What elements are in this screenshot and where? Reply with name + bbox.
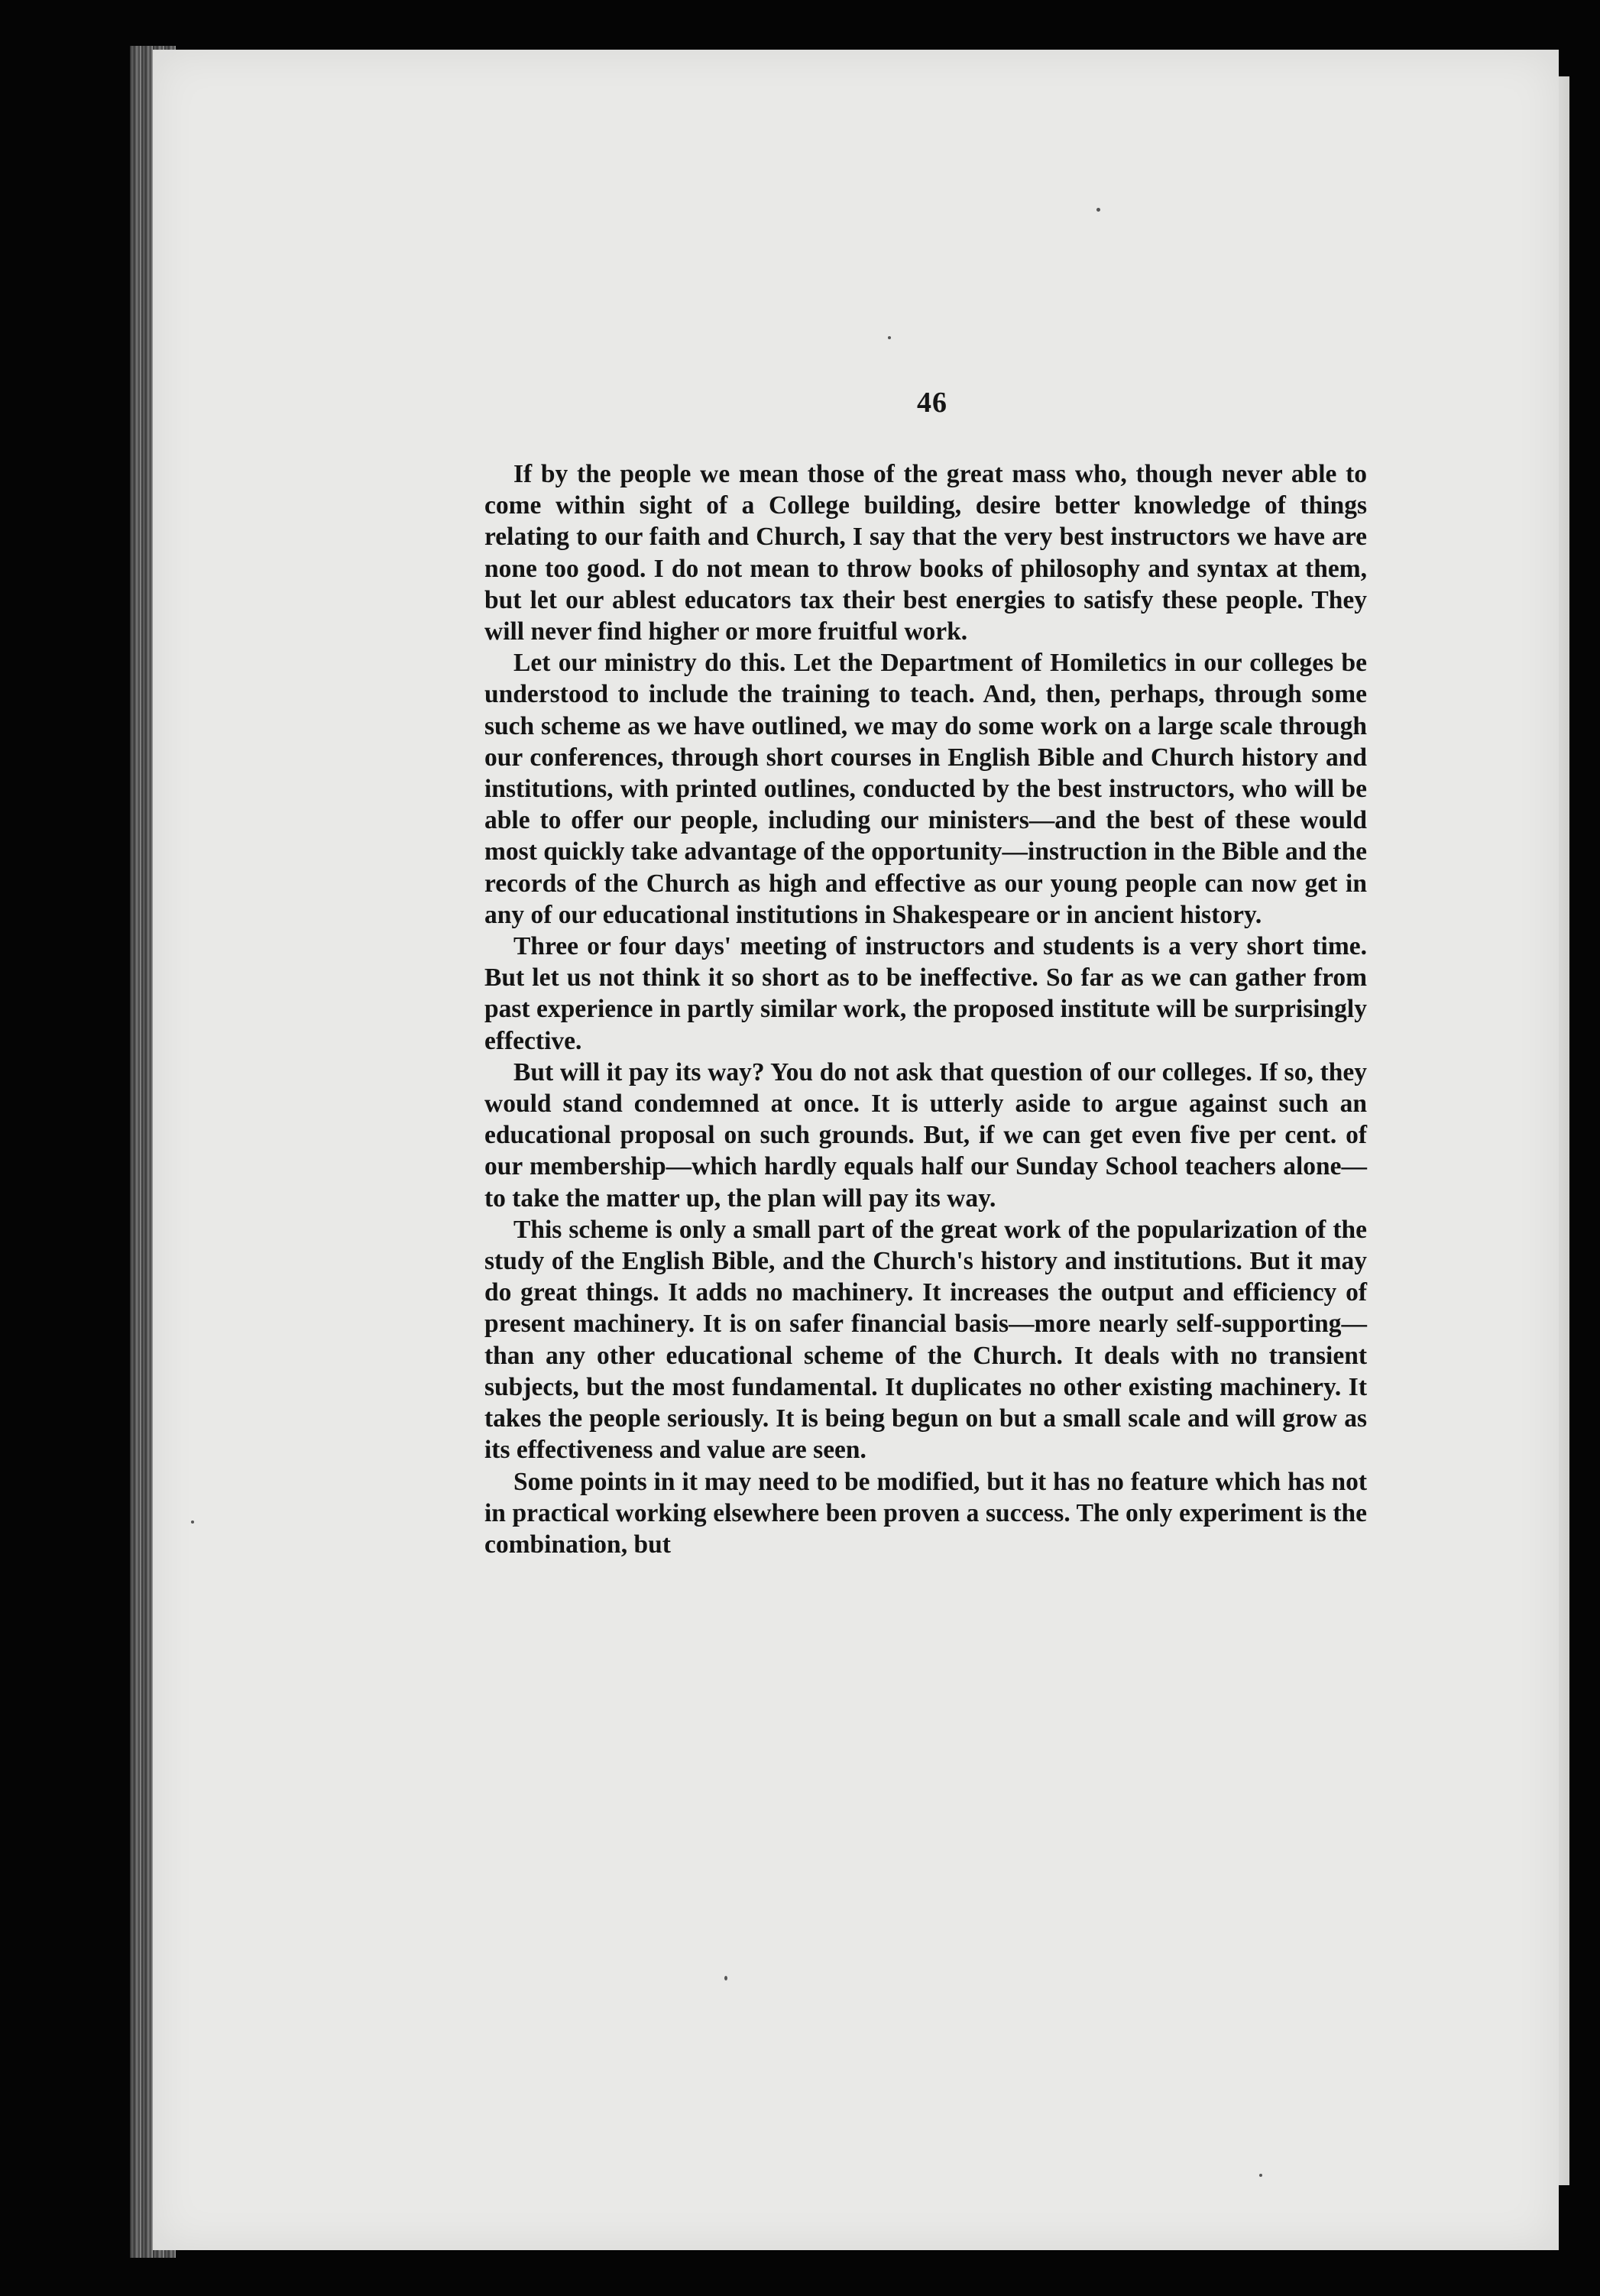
scan-speck	[724, 1976, 727, 1980]
paragraph-5: This scheme is only a small part of the great work of the popularization of the study of the English Bible, and the Church's history and institutions. But it may do great things. It adds no machinery. It increases the output and efficiency of present machinery. It is on safer financial basis—more nearly self-supporting—than any other educational scheme of the Church. It deals with no transient subjects, but the most fundamental. It duplicates no other existing machinery. It takes the people seriously. It is being begun on but a small scale and will grow as its effectiveness and value are seen.	[484, 1215, 1367, 1465]
page-number: 46	[917, 387, 947, 419]
next-page-edge	[1559, 76, 1569, 2185]
scan-speck	[1096, 208, 1100, 212]
paragraph-6: Some points in it may need to be modified, but it has no feature which has not in practical working elsewhere been proven a success. The only experiment is the combination, but	[484, 1467, 1367, 1559]
paragraph-1: If by the people we mean those of the great mass who, though never able to come within sight of a College building, desire better knowledge of things relating to our faith and Church, I say that the very best instructors we have are none too good. I do not mean to throw books of philosophy and syntax at them, but let our ablest educators tax their best energies to satisfy these people. They will never find higher or more fruitful work.	[484, 460, 1367, 646]
scan-speck	[888, 336, 891, 339]
paragraph-4: But will it pay its way? You do not ask that question of our colleges. If so, they would stand condemned at once. It is utterly aside to argue against such an educational proposal on such grounds. But, if we can get even five per cent. of our membership—which hardly equals half our Sunday School teachers alone—to take the matter up, the plan will pay its way.	[484, 1057, 1367, 1213]
paragraph-3: Three or four days' meeting of instructors and students is a very short time. But let us not think it so short as to be ineffective. So far as we can gather from past experience in partly similar work, the proposed institute will be surprisingly effective.	[484, 932, 1367, 1055]
scan-speck	[1259, 2174, 1262, 2177]
scan-speck	[191, 1520, 194, 1524]
paragraph-2: Let our ministry do this. Let the Department of Homiletics in our colleges be understood to include the training to teach. And, then, perhaps, through some such scheme as we have outlined, we may do some work on a large scale through our conferences, through short courses in English Bible and Church history and institutions, with printed outlines, conducted by the best instructors, who will be able to offer our people, including our ministers—and the best of these would most quickly take advantage of the opportunity—instruction in the Bible and the records of the Church as high and effective as our young people can now get in any of our educational institutions in Shakespeare or in ancient history.	[484, 649, 1367, 929]
body-text	[484, 458, 1367, 1560]
